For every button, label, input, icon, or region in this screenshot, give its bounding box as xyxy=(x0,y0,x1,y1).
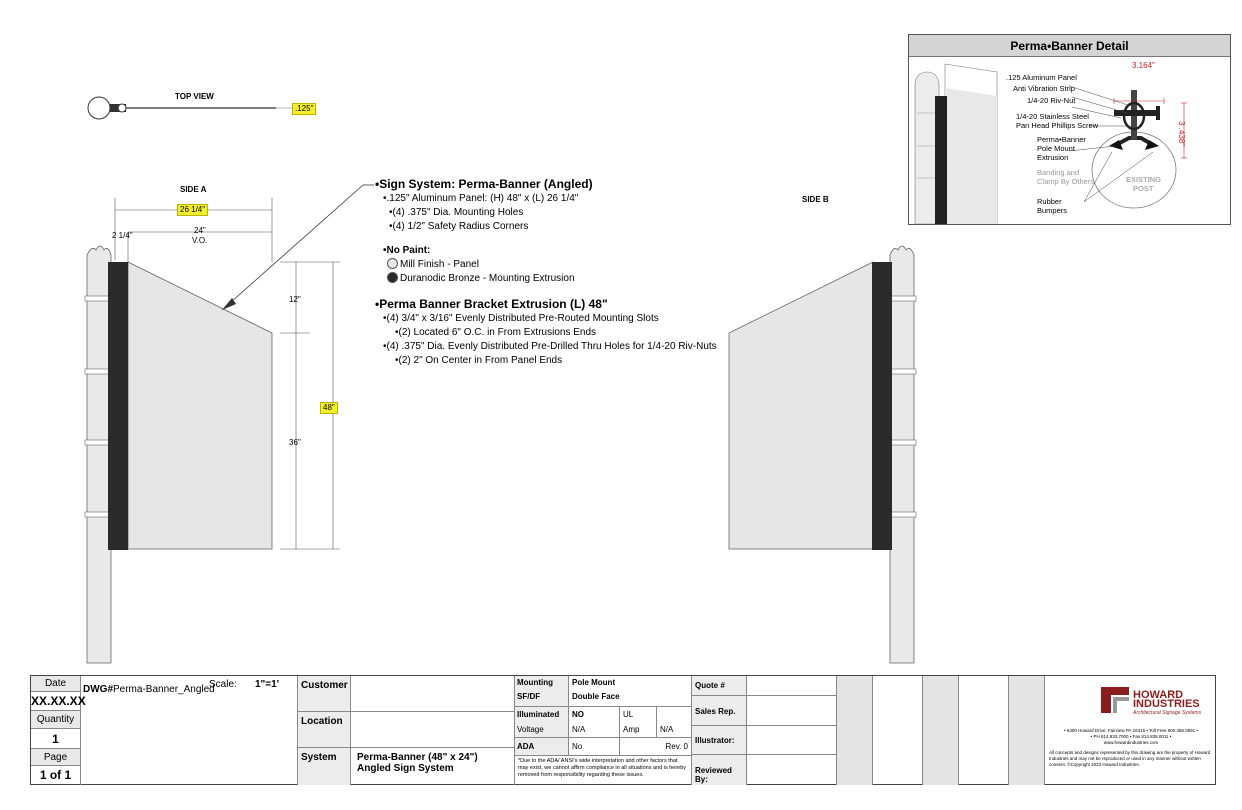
company-legal: All concepts and designs represented by this drawing are the property of Howard Industries and may not be reproduced or used in any manner without written consent. ©Copyright 2023 Howard Industries. xyxy=(1049,750,1211,767)
detail-label-post1: EXISTING xyxy=(1126,175,1162,184)
ada-note: *Due to the ADA/ ANSI's wide interpretation and other factors that may exist, we cannot affirm compliance in all situations and is hereby removed from responsibility regarding these issues. xyxy=(515,756,692,785)
ul-label: UL xyxy=(620,707,657,722)
page-value: 1 of 1 xyxy=(31,766,81,785)
scale-label: Scale: xyxy=(209,679,237,690)
detail-label-panel: .125 Aluminum Panel xyxy=(1006,73,1077,82)
location-label: Location xyxy=(298,712,351,748)
ada-label: ADA xyxy=(515,738,569,756)
company-website[interactable]: www.howardindustries.com xyxy=(1103,740,1159,745)
ul-value[interactable] xyxy=(657,707,692,722)
spec-corners: •(4) 1/2" Safety Radius Corners xyxy=(389,221,529,232)
voltage-value: N/A xyxy=(569,722,620,738)
side-a-title: SIDE A xyxy=(180,185,207,194)
angle-height-dim: 12" xyxy=(289,295,301,304)
reviewed-value[interactable] xyxy=(747,755,837,785)
vo-width-dim: 24" xyxy=(194,226,206,235)
detail-height-dim: 3 .438" xyxy=(1177,121,1186,147)
amp-label: Amp xyxy=(620,722,657,738)
leader-line xyxy=(222,185,363,310)
detail-label-post2: POST xyxy=(1133,184,1154,193)
detail-label-bump1: Rubber xyxy=(1037,197,1062,206)
ada-value: No xyxy=(569,738,620,756)
spec-holes: •(4) .375" Dia. Mounting Holes xyxy=(389,207,524,218)
reviewed-label: Reviewed By: xyxy=(692,755,747,785)
side-a-panel xyxy=(128,262,272,549)
title-block xyxy=(30,675,1216,785)
spec-slots-loc: •(2) Located 6" O.C. in From Extrusions Ends xyxy=(395,327,597,338)
date-label: Date xyxy=(31,676,81,692)
detail-label-strip: Anti Vibration Strip xyxy=(1013,84,1075,93)
detail-label-rivnut: 1/4-20 Riv-Nut xyxy=(1027,96,1076,105)
detail-label-band2: Clamp By Others xyxy=(1037,177,1095,186)
approval-col-2 xyxy=(873,676,923,785)
approval-col-1 xyxy=(837,676,873,785)
quote-value[interactable] xyxy=(747,676,837,696)
quote-label: Quote # xyxy=(692,676,747,696)
customer-label: Customer xyxy=(298,676,351,712)
quantity-label: Quantity xyxy=(31,711,81,729)
detail-width-dim: 3.164" xyxy=(1132,61,1155,70)
spec-mill-finish: Mill Finish - Panel xyxy=(400,259,479,270)
detail-box xyxy=(908,34,1231,225)
company-address-2: • PH 814.833.7000 • Fax 814.838.0011 • xyxy=(1090,734,1172,739)
amp-value: N/A xyxy=(657,722,692,738)
scale-value: 1"=1' xyxy=(255,679,280,690)
quantity-value: 1 xyxy=(31,729,81,749)
dwg-value: Perma-Banner_Angled xyxy=(113,684,215,695)
side-b-title: SIDE B xyxy=(802,195,829,204)
mill-finish-swatch xyxy=(387,258,398,269)
spec-thru-holes: •(4) .375" Dia. Evenly Distributed Pre-Drilled Thru Holes for 1/4-20 Riv-Nuts xyxy=(383,341,717,352)
approval-col-4 xyxy=(959,676,1009,785)
spec-block xyxy=(375,176,717,368)
side-b-extrusion xyxy=(872,262,892,550)
customer-value[interactable] xyxy=(351,676,515,712)
top-view-thickness: .125" xyxy=(292,103,316,115)
page-label: Page xyxy=(31,749,81,766)
detail-label-screw1: 1/4-20 Stainless Steel xyxy=(1016,112,1089,121)
illustrator-label: Illustrator: xyxy=(692,726,747,755)
total-height-dim: 48" xyxy=(320,402,338,414)
vo-label: V.O. xyxy=(192,236,208,245)
logo-text-top: HOWARD xyxy=(1133,689,1184,701)
detail-label-bump2: Bumpers xyxy=(1037,206,1068,215)
duranodic-swatch xyxy=(387,272,398,283)
logo-subtitle: Architectural Signage Systems xyxy=(1133,710,1202,716)
illustrator-value[interactable] xyxy=(747,726,837,755)
sfdf-value: Double Face xyxy=(569,689,692,707)
sales-value[interactable] xyxy=(747,696,837,726)
system-value-line2: Angled Sign System xyxy=(357,763,454,774)
spec-thru-loc: •(2) 2" On Center in From Panel Ends xyxy=(395,355,563,366)
detail-label-ext1: Perma•Banner xyxy=(1037,135,1086,144)
detail-title: Perma•Banner Detail xyxy=(909,35,1230,57)
sales-label: Sales Rep. xyxy=(692,696,747,726)
offset-dim: 2 1/4" xyxy=(112,231,133,240)
side-a-extrusion xyxy=(108,262,128,550)
company-address-1: • 6400 Howard Drive, Fairview PA 16415 • Toll Free 800.458.0591 • xyxy=(1064,728,1198,733)
mounting-value: Pole Mount xyxy=(569,676,692,689)
spec-slots: •(4) 3/4" x 3/16" Evenly Distributed Pre-Routed Mounting Slots xyxy=(383,313,659,324)
company-block xyxy=(1045,676,1215,785)
system-value-line1: Perma-Banner (48" x 24") xyxy=(357,752,478,763)
illuminated-value: NO xyxy=(569,707,620,722)
spec-duranodic: Duranodic Bronze - Mounting Extrusion xyxy=(400,273,575,284)
spec-sign-system: •Sign System: Perma-Banner (Angled) xyxy=(375,177,593,191)
detail-label-band1: Banding and xyxy=(1037,168,1080,177)
dwg-cell xyxy=(81,676,298,785)
dwg-label: DWG# xyxy=(83,684,113,695)
voltage-label: Voltage xyxy=(515,722,569,738)
mounting-label: Mounting xyxy=(515,676,569,689)
lower-height-dim: 36" xyxy=(289,438,301,447)
top-view-title: TOP VIEW xyxy=(175,92,214,101)
sfdf-label: SF/DF xyxy=(515,689,569,707)
spec-panel: •.125" Aluminum Panel: (H) 48" x (L) 26 1/4" xyxy=(383,193,579,204)
spec-bracket: •Perma Banner Bracket Extrusion (L) 48" xyxy=(375,297,608,311)
approval-col-5 xyxy=(1009,676,1045,785)
system-value xyxy=(351,748,515,785)
illuminated-label: Illuminated xyxy=(515,707,569,722)
overall-width-dim: 26 1/4" xyxy=(177,204,208,216)
rev-label: Rev. 0 xyxy=(620,738,692,756)
detail-label-ext2: Pole Mount xyxy=(1037,144,1075,153)
system-label: System xyxy=(298,748,351,785)
detail-label-screw2: Pan Head Phillips Screw xyxy=(1016,121,1099,130)
side-b-panel xyxy=(729,262,873,549)
date-value: XX.XX.XX xyxy=(31,692,81,711)
howard-logo-mark xyxy=(1101,687,1129,713)
logo-text-mid: INDUSTRIES xyxy=(1133,698,1200,710)
side-b-pole xyxy=(888,246,916,663)
detail-label-ext3: Extrusion xyxy=(1037,153,1069,162)
spec-no-paint: •No Paint: xyxy=(383,245,431,256)
location-value[interactable] xyxy=(351,712,515,748)
approval-col-3 xyxy=(923,676,959,785)
